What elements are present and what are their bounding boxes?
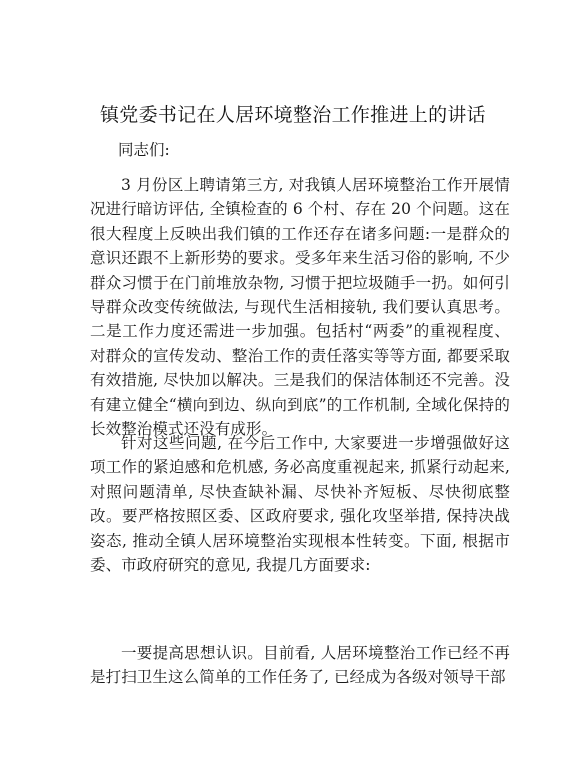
body-paragraph-3: 一要提高思想认识。目前看, 人居环境整治工作已经不再是打扫卫生这么简单的工作任务了, 已经成为各级对领导干部: [90, 644, 510, 687]
body-paragraph-2: 针对这些问题, 在今后工作中, 大家要进一步增强做好这项工作的紧迫感和危机感, 务必高度重视起来, 抓紧行动起来, 对照问题清单, 尽快查缺补漏、尽快补齐短板、尽快彻底整改。要严格按照区委、区政府要求, 强化攻坚举措, 保持决战姿态, 推动全镇人居环境整治实现根本性转变。下面, 根据市委、市政府研究的意见, 我提几方面要求:: [90, 434, 510, 575]
document-title: 镇党委书记在人居环境整治工作推进上的讲话: [99, 104, 486, 126]
salutation: 同志们:: [118, 141, 170, 159]
body-paragraph-1: 3 月份区上聘请第三方, 对我镇人居环境整治工作开展情况进行暗访评估, 全镇检查的 6 个村、存在 20 个问题。这在很大程度上反映出我们镇的工作还存在诸多问题:一是群众的意识还跟不上新形势的要求。受多年来生活习俗的影响, 不少群众习惯于在门前堆放杂物, 习惯于把垃圾随手一扔。如何引导群众改变传统做法, 与现代生活相接轨, 我们要认真思考。二是工作力度还需进一步加强。包括村“两委”的重视程度、对群众的宣传发动、整治工作的责任落实等等方面, 都要采取有效措施, 尽快加以解决。三是我们的保洁体制还不完善。没有建立健全“横向到边、纵向到底”的工作机制, 全域化保持的长效整治模式还没有成形。: [90, 176, 510, 439]
